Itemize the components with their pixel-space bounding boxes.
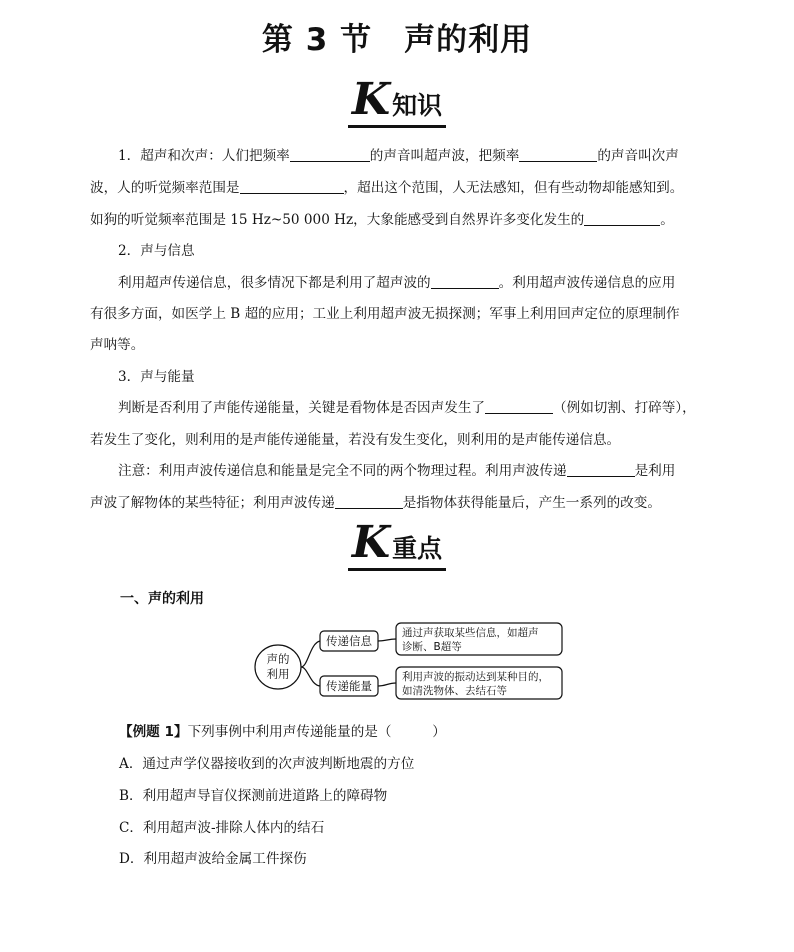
mindmap-leaf-label: 通过声获取某些信息，如超声 bbox=[402, 627, 539, 639]
mindmap-connector bbox=[378, 683, 396, 686]
mindmap-branch-label: 传递能量 bbox=[326, 679, 372, 693]
answer-blank bbox=[431, 274, 499, 289]
key-heading: 一、声的利用 bbox=[120, 591, 204, 607]
text-line: 有很多方面，如医学上 B 超的应用；工业上利用超声波无损探测；军事上利用回声定位的原理制作 bbox=[90, 306, 680, 322]
example-tag: 【例题 1】 bbox=[119, 724, 188, 740]
subsection-heading: 3．声与能量 bbox=[118, 369, 195, 385]
option-c: C．利用超声波-排除人体内的结石 bbox=[119, 820, 325, 836]
answer-blank bbox=[519, 147, 597, 162]
mindmap-leaf-label: 如清洗物体、去结石等 bbox=[402, 685, 507, 697]
mindmap-root-label: 声的 bbox=[266, 652, 290, 666]
section-header-knowledge bbox=[0, 74, 794, 128]
text-line: 如狗的听觉频率范围是 15 Hz~50 000 Hz，大象能感受到自然界许多变化发生的 。 bbox=[90, 212, 674, 228]
mindmap-leaf-label: 诊断、B超等 bbox=[402, 641, 462, 653]
answer-blank bbox=[567, 462, 635, 477]
mindmap-connector bbox=[378, 639, 396, 641]
text-line: 判断是否利用了声能传递能量，关键是看物体是否因声发生了 （例如切割、打碎等）， bbox=[118, 400, 696, 416]
answer-blank bbox=[584, 211, 660, 226]
text-line: 声呐等。 bbox=[90, 337, 145, 353]
option-a: A．通过声学仪器接收到的次声波判断地震的方位 bbox=[119, 756, 415, 772]
text-line: 波，人的听觉频率范围是 ，超出这个范围，人无法感知，但有些动物却能感知到。 bbox=[90, 180, 684, 196]
text-line: 1．超声和次声：人们把频率 的声音叫超声波，把频率 的声音叫次声 bbox=[118, 148, 679, 164]
answer-blank bbox=[335, 494, 403, 509]
text-line: 声波了解物体的某些特征；利用声波传递 是指物体获得能量后，产生一系列的改变。 bbox=[90, 495, 661, 511]
answer-blank bbox=[240, 179, 344, 194]
text-line: 利用超声传递信息，很多情况下都是利用了超声波的 。利用超声波传递信息的应用 bbox=[118, 275, 676, 291]
answer-blank bbox=[290, 147, 370, 162]
mindmap-connector bbox=[301, 667, 320, 686]
page-title: 第 3 节 声的利用 bbox=[261, 22, 533, 58]
mind-map bbox=[250, 615, 570, 703]
section-label: 重点 bbox=[392, 534, 443, 563]
answer-blank bbox=[485, 399, 553, 414]
option-b: B．利用超声导盲仪探测前进道路上的障碍物 bbox=[119, 788, 388, 804]
text-line: 若发生了变化，则利用的是声能传递能量，若没有发生变化，则利用的是声能传递信息。 bbox=[90, 432, 621, 448]
section-label: 知识 bbox=[392, 91, 443, 120]
section-k-glyph: K bbox=[351, 517, 391, 568]
section-header-key-points bbox=[0, 517, 794, 571]
mindmap-leaf-label: 利用声波的振动达到某种目的， bbox=[402, 671, 549, 683]
mindmap-branch-label: 传递信息 bbox=[326, 634, 372, 648]
text-line: 注意：利用声波传递信息和能量是完全不同的两个物理过程。利用声波传递 是利用 bbox=[118, 463, 676, 479]
example-question-stem: 【例题 1】下列事例中利用声传递能量的是（ ） bbox=[119, 724, 446, 740]
option-d: D．利用超声波给金属工件探伤 bbox=[119, 851, 307, 867]
mindmap-root-label: 利用 bbox=[266, 667, 290, 681]
mindmap-connector bbox=[301, 641, 320, 667]
subsection-heading: 2．声与信息 bbox=[118, 243, 195, 259]
section-k-glyph: K bbox=[351, 74, 391, 125]
